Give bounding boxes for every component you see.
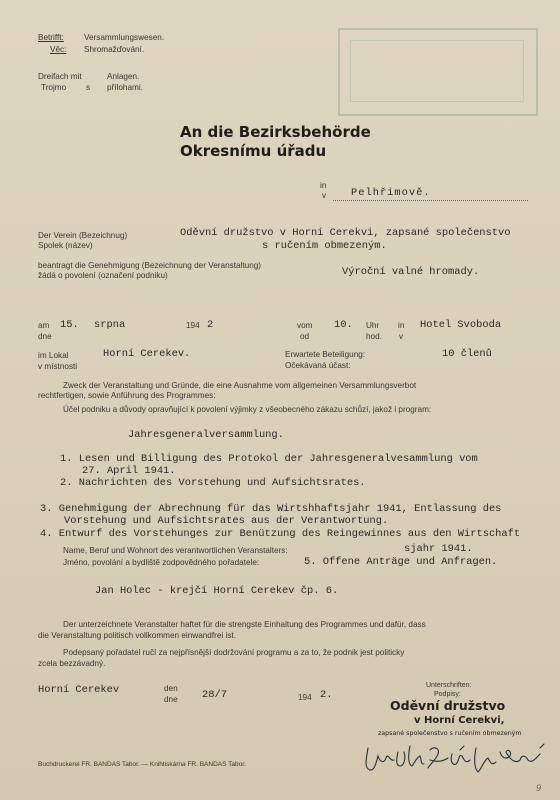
- prilohami-label: přílohami.: [107, 83, 143, 92]
- uhr-label: Uhr: [366, 321, 380, 330]
- year-digit: 2: [207, 319, 214, 331]
- program-item-1a: 1. Lesen und Billigung des Protokol der Jahresgeneralvesammlung vom: [60, 453, 478, 465]
- unterschriften-label: Unterschriften:: [426, 682, 472, 689]
- lokal-value: Horní Cerekev.: [103, 348, 191, 360]
- genehmigung-label-de: beantragt die Genehmigung (Bezeichnung der Veranstaltung): [38, 261, 262, 270]
- signing-date: 28/7: [202, 689, 227, 701]
- betrifft-label: Betrifft:: [38, 33, 64, 42]
- od-label: od: [300, 332, 310, 341]
- ocekavana-label: Očekávaná účast:: [285, 361, 351, 370]
- in-label: in: [320, 181, 327, 190]
- in-label-2: in: [398, 321, 405, 330]
- genehmigung-label-cz: žádá o povolení (označení podniku): [38, 271, 168, 280]
- haftet-de-2: die Veranstaltung politisch vollkommen einwandfrei ist.: [38, 631, 236, 640]
- haftet-cz-2: zcela bezzávadný.: [38, 659, 106, 668]
- program-item-4a: 4. Entwurf des Vorstehunges zur Benützung des Reingewinnes aus den Wirtschaft: [40, 528, 521, 540]
- program-item-3a: 3. Genehmigung der Abrechnung für das Wirtshhaftsjahr 1941, Entlassung des: [40, 503, 502, 515]
- seal-line-1: Oděvní družstvo: [390, 698, 506, 713]
- seal-line-3: zapsané společenstvo s ručením obmezeným: [378, 730, 522, 737]
- trojmo-label: Trojmo: [41, 83, 67, 92]
- veranstalter-label-cz: Jméno, povolání a bydliště zodpovědného pořadatele:: [63, 558, 260, 567]
- program-item-3b: Vorstehung und Aufsichtsrates aus der Verantwortung.: [64, 515, 389, 527]
- program-item-1b: 27. April 1941.: [82, 465, 176, 477]
- signing-year-digit: 2.: [320, 689, 333, 701]
- handwritten-signature: [360, 738, 556, 782]
- verein-label-cz: Spolek (název): [38, 241, 93, 250]
- verein-label-de: Der Verein (Bezeichnug): [38, 231, 128, 240]
- participants-value: 10 členů: [442, 348, 492, 360]
- event-hour: 10.: [334, 319, 353, 331]
- dreifach-label: Dreifach mit: [38, 72, 82, 81]
- anlagen-label: Anlagen.: [107, 72, 140, 81]
- verein-value-1: Oděvní družstvo v Horní Cerekvi, zapsané společenstvo: [180, 227, 511, 239]
- place-underline: [333, 200, 528, 201]
- seal-line-2: v Horní Cerekvi,: [414, 715, 505, 726]
- page-number: 9: [536, 783, 542, 793]
- zweck-cz: Účel podniku a důvody opravňující k povolení výjimky z všeobecného zákazu schůzí, jakož i program:: [63, 405, 432, 414]
- dne-label: dne: [38, 332, 52, 341]
- zweck-de-1: Zweck der Veranstaltung und Gründe, die eine Ausnahme vom allgemeinen Versammlungsverbot: [63, 381, 417, 390]
- podpisy-label: Podpisy:: [434, 691, 461, 698]
- program-item-4b: sjahr 1941.: [404, 543, 473, 555]
- signing-place: Horní Cerekev: [38, 684, 120, 696]
- betrifft-value: Versammlungswesen.: [84, 33, 165, 42]
- am-label: am: [38, 321, 50, 330]
- printer-footer: Buchdruckerei FR. BANDAS Tabor. — Knihtiskárna FR. BANDAS Tabor.: [38, 761, 246, 768]
- program-item-5: 5. Offene Anträge und Anfragen.: [304, 556, 498, 568]
- haftet-cz-1: Podepsaný pořadatel ručí za nejpřísnější dodržování programu a za to, že podnik jest politicky: [63, 648, 405, 657]
- lokal-label-de: im Lokal: [38, 351, 69, 360]
- faded-stamp-inner: [350, 40, 524, 102]
- verein-value-2: s ručením obmezeným.: [262, 240, 387, 252]
- hod-label: hod.: [366, 332, 382, 341]
- den-label: den: [164, 684, 178, 693]
- veranstalter-label-de: Name, Beruf und Wohnort des verantwortlichen Veranstalters:: [63, 546, 288, 555]
- haftet-de-1: Der unterzeichnete Veranstalter haftet für die strengste Einhaltung des Programmes und dafür, dass: [63, 620, 426, 629]
- lokal-label-cz: v místnosti: [38, 362, 78, 371]
- title-czech: Okresnímu úřadu: [180, 142, 327, 160]
- vec-label: Věc:: [50, 45, 67, 54]
- v-label: v: [322, 191, 327, 200]
- zweck-de-2: rechtfertigen, sowie Anführung des Programmes:: [38, 391, 216, 400]
- v-label-2: v: [399, 332, 404, 341]
- erwartete-label: Erwartete Beteiligung:: [285, 350, 366, 359]
- authority-place: Pelhřimově.: [351, 187, 431, 199]
- genehmigung-value: Výroční valné hromady.: [342, 266, 480, 278]
- dne-label-2: dne: [164, 695, 178, 704]
- event-location: Hotel Svoboda: [420, 319, 502, 331]
- s-label: s: [86, 83, 91, 92]
- title-german: An die Bezirksbehörde: [180, 123, 371, 141]
- event-month: srpna: [94, 319, 126, 331]
- vom-label: vom: [297, 321, 313, 330]
- signing-year-prefix: 194: [298, 693, 312, 702]
- program-heading: Jahresgeneralversammlung.: [128, 429, 284, 441]
- program-item-2: 2. Nachrichten des Vorstehung und Aufsichtsrates.: [60, 477, 366, 489]
- event-day: 15.: [60, 319, 79, 331]
- vec-value: Shromažďování.: [84, 45, 145, 54]
- year-prefix: 194: [186, 321, 200, 330]
- veranstalter-value: Jan Holec - krejčí Horní Cerekev čp. 6.: [95, 585, 339, 597]
